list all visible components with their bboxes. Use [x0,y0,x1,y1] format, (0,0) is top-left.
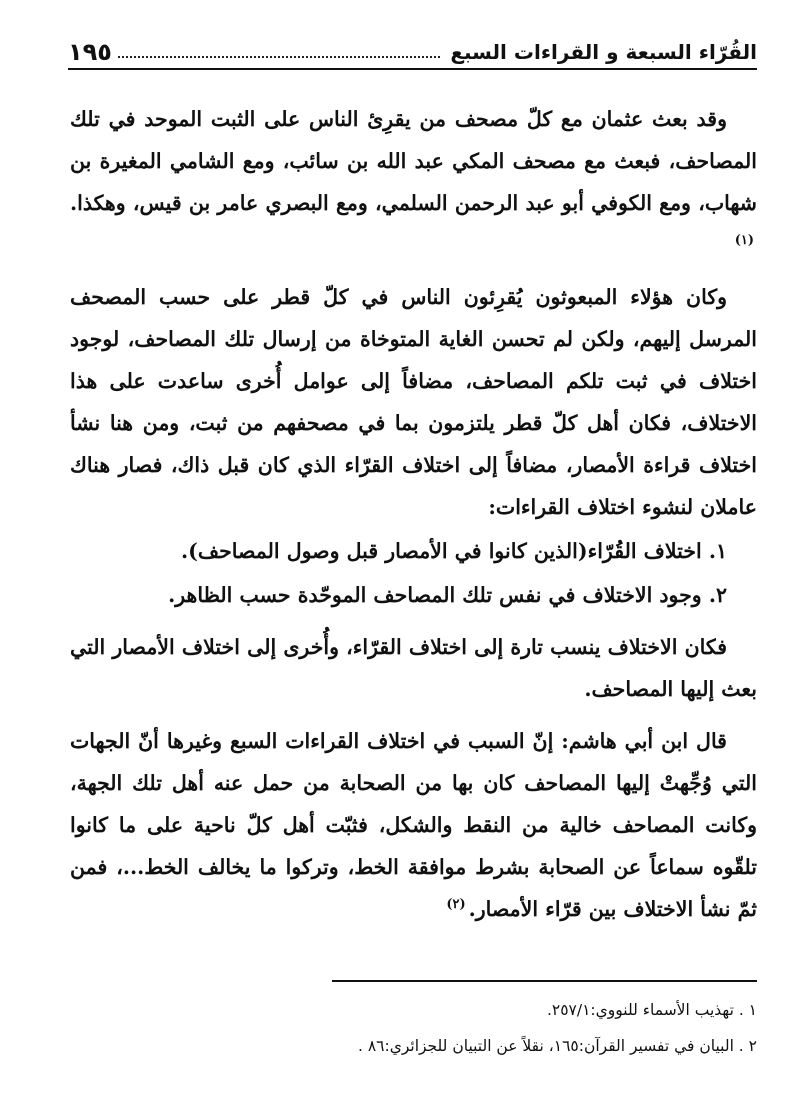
paragraph [70,276,757,528]
footnote-separator [332,980,757,982]
footnote-ref: (١) [734,233,754,248]
paragraph-text: قال ابن أبي هاشم: إنّ السبب في اختلاف القراءات السبع وغيرها أنّ الجهات التي وُجِّهتْ إليها المصاحف كان بها من الصحابة من حمل عنه أهل تلك الجهة، وكانت المصاحف خالية من النقط والشكل، فثبّت أهل كلّ ناحية على ما كانوا تلقّوه سماعاً عن الصحابة بشرط موافقة الخط، وتركوا ما يخالف الخط...، فمن ثمّ نشأ الاختلاف بين قرّاء الأمصار. [70,729,757,921]
running-title: القُرّاء السبعة و القراءات السبع [450,40,757,64]
paragraph [70,720,757,930]
page-number: ١٩٥ [68,38,112,66]
paragraph [70,98,757,266]
list-item: ١. اختلاف القُرّاء(الذين كانوا في الأمصار قبل وصول المصاحف). [181,539,727,563]
footnotes [60,992,757,1064]
footnote: ٢ . البيان في تفسير القرآن:١٦٥، نقلاً عن التبيان للجزائري:٨٦ . [357,1037,757,1055]
footnote-ref: (٢) [446,897,466,912]
list-item: ٢. وجود الاختلاف في نفس تلك المصاحف الموحّدة حسب الظاهر. [168,583,727,607]
running-header [68,34,757,70]
paragraph-text: فكان الاختلاف ينسب تارة إلى اختلاف القرّاء، وأُخرى إلى اختلاف الأمصار التي بعث إليها المصاحف. [70,635,757,701]
main-text [70,98,757,940]
paragraph-text: وقد بعث عثمان مع كلّ مصحف من يقرِئ الناس على الثبت الموحد في تلك المصاحف، فبعث مع مصحف المكي عبد الله بن سائب، ومع الشامي المغيرة بن شهاب، ومع الكوفي أبو عبد الرحمن السلمي، ومع البصري عامر بن قيس، وهكذا. [70,107,757,215]
paragraph [70,626,757,710]
footnote: ١ . تهذيب الأسماء للنووي:٢٥٧/١. [546,1001,757,1019]
paragraph-text: وكان هؤلاء المبعوثون يُقرِئون الناس في كلّ قطر على حسب المصحف المرسل إليهم، ولكن لم تحسن الغاية المتوخاة من إرسال تلك المصاحف، لوجود اختلاف في ثبت تلكم المصاحف، مضافاً إلى عوامل أُخرى ساعدت على هذا الاختلاف، فكان أهل كلّ قطر يلتزمون بما في مصحفهم من ثبت، ومن هنا نشأ اختلاف قراءة الأمصار، مضافاً إلى اختلاف القرّاء الذي كان قبل ذاك، فصار هناك عاملان لنشوء اختلاف القراءات: [70,285,757,519]
dotted-leader [118,56,440,58]
